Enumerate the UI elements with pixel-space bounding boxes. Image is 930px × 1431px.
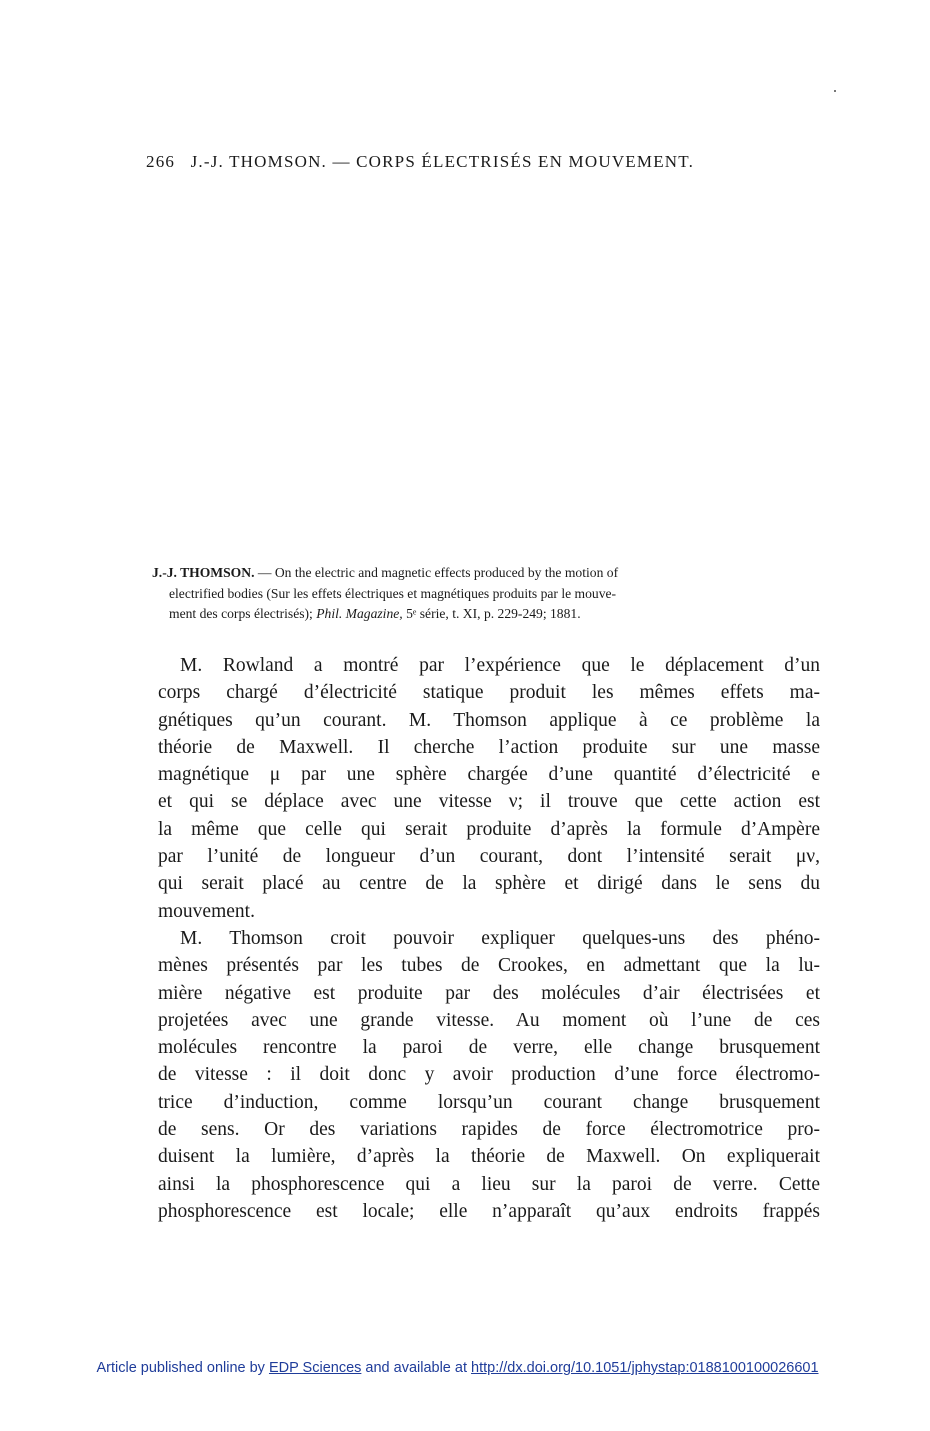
bibliographic-reference (152, 563, 816, 625)
body-line: théorie de Maxwell. Il cherche l’action produite sur une masse (158, 736, 820, 758)
footer-middle: and available at (361, 1360, 472, 1376)
reference-line-1 (152, 563, 816, 584)
scan-speck (834, 90, 836, 92)
running-head-title: J.-J. THOMSON. — CORPS ÉLECTRISÉS EN MOUVEMENT. (190, 152, 695, 171)
reference-journal: Phil. Magazine, (316, 606, 403, 621)
reference-title-part-3: ment des corps électrisés); (169, 606, 317, 621)
body-line: corps chargé d’électricité statique produit les mêmes effets ma- (158, 682, 820, 704)
body-line: et qui se déplace avec une vitesse ν; il trouve que cette action est (158, 791, 820, 813)
body-line: qui serait placé au centre de la sphère et dirigé dans le sens du (158, 873, 820, 895)
body-line: projetées avec une grande vitesse. Au moment où l’une de ces (158, 1009, 820, 1031)
body-line: M. Thomson croit pouvoir expliquer quelques-uns des phéno- (180, 927, 820, 949)
body-line: duisent la lumière, d’après la théorie de Maxwell. On expliquerait (158, 1146, 820, 1168)
body-line: la même que celle qui serait produite d’après la formule d’Ampère (158, 818, 820, 840)
body-line: par l’unité de longueur d’un courant, dont l’intensité serait μν, (158, 846, 820, 868)
body-line: trice d’induction, comme lorsqu’un courant change brusquement (158, 1091, 820, 1113)
reference-line-2: electrified bodies (Sur les effets électriques et magnétiques produits par le mouve- (169, 585, 617, 601)
body-line: mière négative est produite par des molécules d’air électrisées et (158, 982, 820, 1004)
reference-author: J.-J. THOMSON. (152, 565, 255, 580)
page-number: 266 (146, 152, 176, 171)
body-line: de sens. Or des variations rapides de force électromotrice pro- (158, 1119, 820, 1141)
body-line: ainsi la phosphorescence qui a lieu sur la paroi de verre. Cette (158, 1173, 820, 1195)
running-head (146, 152, 806, 172)
body-line: molécules rencontre la paroi de verre, elle change brusquement (158, 1037, 820, 1059)
body-line: magnétique μ par une sphère chargée d’une quantité d’électricité e (158, 764, 820, 786)
body-line: phosphorescence est locale; elle n’apparaît qu’aux endroits frappés (158, 1200, 820, 1222)
reference-line-3 (152, 604, 816, 625)
publication-footer (0, 1360, 915, 1376)
reference-title-part-1: — On the electric and magnetic effects produced by the motion of (254, 565, 619, 580)
body-line: de vitesse : il doit donc y avoir production d’une force électromo- (158, 1064, 820, 1086)
article-body (158, 652, 820, 1225)
doi-link[interactable]: http://dx.doi.org/10.1051/jphystap:0188100100026601 (471, 1360, 819, 1376)
publisher-link[interactable]: EDP Sciences (268, 1360, 362, 1376)
body-line: gnétiques qu’un courant. M. Thomson applique à ce problème la (158, 709, 820, 731)
reference-citation: 5ᵉ série, t. XI, p. 229-249; 1881. (402, 606, 581, 621)
body-line: M. Rowland a montré par l’expérience que le déplacement d’un (180, 655, 820, 676)
body-line: mouvement. (158, 900, 255, 922)
body-line: mènes présentés par les tubes de Crookes, en admettant que la lu- (158, 955, 820, 977)
footer-prefix: Article published online by (96, 1360, 269, 1376)
